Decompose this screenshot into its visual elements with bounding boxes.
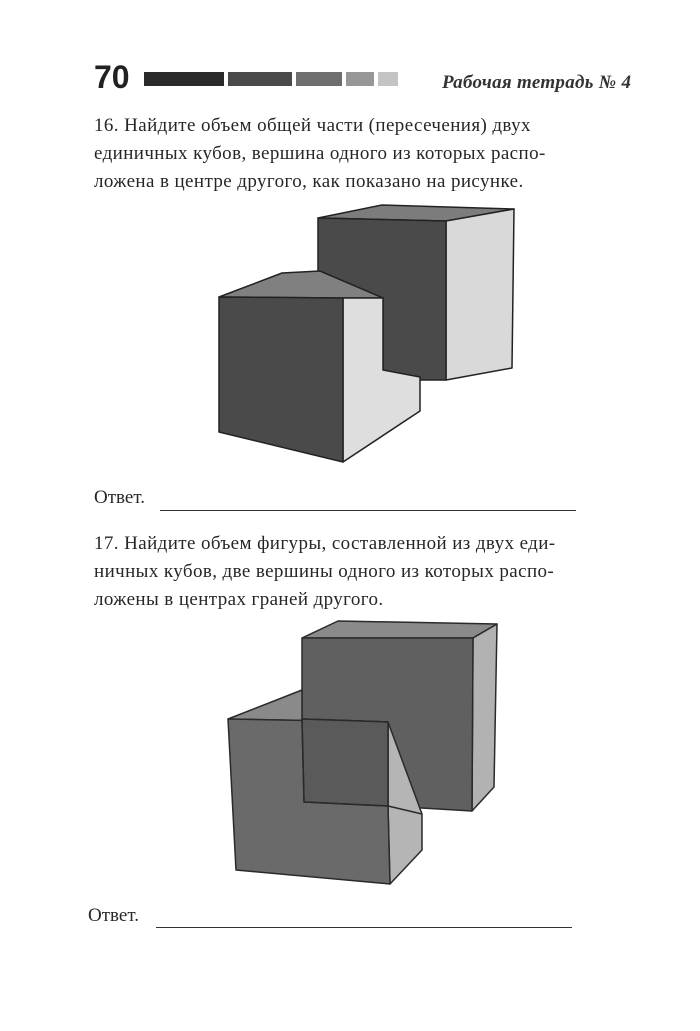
problem-16-line-2: единичных кубов, вершина одного из которых распо- [94,143,546,164]
problem-16-line-1: 16. Найдите объем общей части (пересечения) двух [94,115,531,136]
page-number: 70 [94,59,130,95]
problem-16-line-3: ложена в центре другого, как показано на рисунке. [94,171,524,192]
answer-field-17[interactable] [156,927,572,928]
problem-17-line-2: ничных кубов, две вершины одного из которых распо- [94,561,555,582]
cube-overlap-region [302,719,388,806]
answer-label-16: Ответ. [94,487,145,508]
two-overlapping-cubes-icon [228,621,497,884]
problem-16-number: 16. [94,115,119,136]
back-cube-right-face [472,624,497,811]
problem-17-line-3: ложены в центрах граней другого. [94,589,384,610]
back-cube-top-face [302,621,497,638]
problem-17-text [94,530,639,614]
two-intersecting-cubes-icon [219,205,514,462]
back-cube-right-face [446,209,514,380]
answer-field-16[interactable] [160,510,576,511]
workbook-title: Рабочая тетрадь № 4 [442,72,632,93]
front-cube-front-face [219,297,343,462]
answer-label-17: Ответ. [88,905,139,926]
problem-17-line-1: 17. Найдите объем фигуры, составленной из двух еди- [94,533,556,554]
problem-17-number: 17. [94,533,119,554]
